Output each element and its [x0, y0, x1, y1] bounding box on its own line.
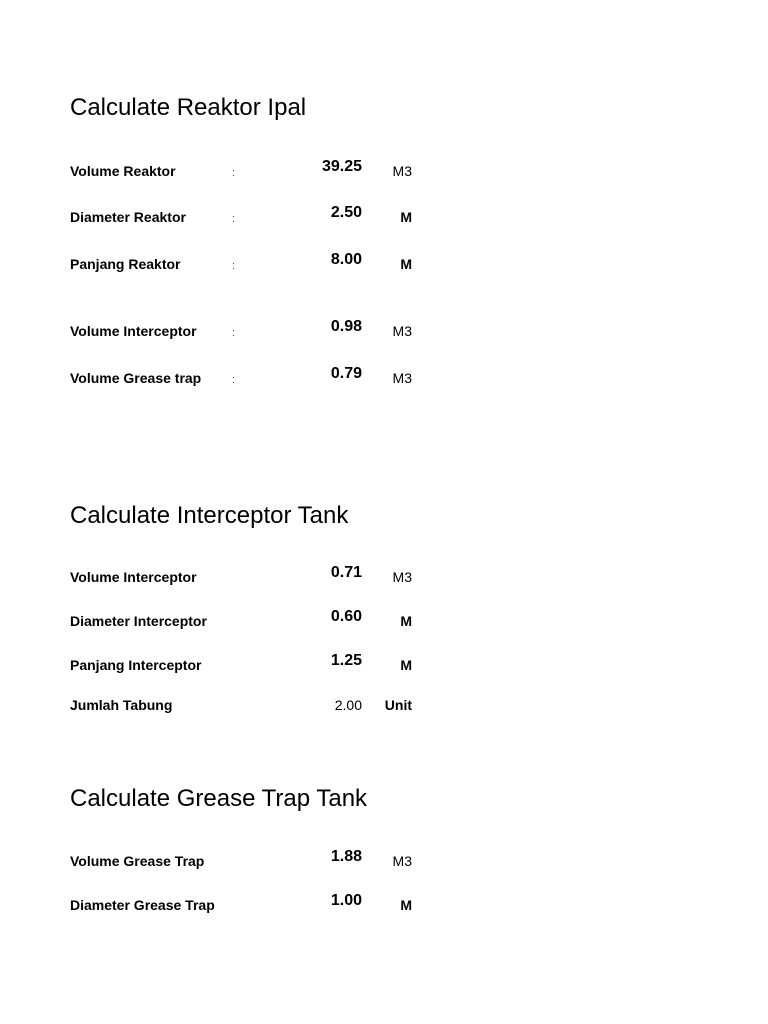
row-unit: M3: [392, 853, 412, 869]
row-label: Panjang Reaktor: [70, 256, 181, 272]
section-title-reaktor-ipal: Calculate Reaktor Ipal: [70, 94, 307, 121]
row-label: Diameter Grease Trap: [70, 897, 215, 913]
row-value: 8.00: [330, 251, 362, 268]
row-unit: M3: [392, 569, 412, 585]
row-volume-grease-trap: [0, 367, 768, 389]
row-label: Volume Grease trap: [70, 370, 202, 386]
row-label: Volume Grease Trap: [70, 853, 205, 869]
section-title-interceptor-tank: Calculate Interceptor Tank: [70, 502, 349, 529]
row-diameter-interceptor: [0, 610, 768, 632]
row-colon: :: [232, 167, 236, 179]
section-title-grease-trap-tank: Calculate Grease Trap Tank: [70, 785, 368, 812]
row-unit: M: [400, 657, 412, 673]
row-label: Diameter Interceptor: [70, 613, 207, 629]
row-unit: M3: [392, 370, 412, 386]
row-jumlah-tabung: [0, 694, 768, 716]
row-unit: M: [400, 613, 412, 629]
row-unit: Unit: [384, 697, 412, 713]
row-panjang-reaktor: [0, 253, 768, 275]
row-unit: M: [400, 256, 412, 272]
row-value: 39.25: [321, 158, 362, 175]
row-label: Volume Interceptor: [70, 569, 197, 585]
row-colon: :: [232, 374, 236, 386]
row-panjang-interceptor: [0, 654, 768, 676]
row-unit: M3: [392, 323, 412, 339]
row-label: Panjang Interceptor: [70, 657, 202, 673]
row-value: 2.50: [330, 204, 362, 221]
row-value: 0.98: [330, 318, 362, 335]
row-value: 0.71: [330, 564, 362, 581]
row-label: Diameter Reaktor: [70, 209, 186, 225]
row-label: Volume Reaktor: [70, 163, 176, 179]
row-value: 0.79: [330, 365, 362, 382]
row-unit: M: [400, 897, 412, 913]
row-value: 1.00: [330, 892, 362, 909]
row-volume-interceptor-tank: [0, 566, 768, 588]
row-diameter-reaktor: [0, 206, 768, 228]
row-diameter-grease-trap: [0, 894, 768, 916]
row-volume-interceptor: [0, 320, 768, 342]
row-unit: M: [400, 209, 412, 225]
row-value: 2.00: [334, 697, 362, 713]
row-value: 0.60: [330, 608, 362, 625]
row-colon: :: [232, 327, 236, 339]
row-label: Jumlah Tabung: [70, 697, 173, 713]
row-volume-grease-trap-tank: [0, 850, 768, 872]
row-label: Volume Interceptor: [70, 323, 197, 339]
row-colon: :: [232, 260, 236, 272]
row-unit: M3: [392, 163, 412, 179]
row-colon: :: [232, 213, 236, 225]
row-volume-reaktor: [0, 160, 768, 182]
row-value: 1.25: [330, 652, 362, 669]
row-value: 1.88: [330, 848, 362, 865]
